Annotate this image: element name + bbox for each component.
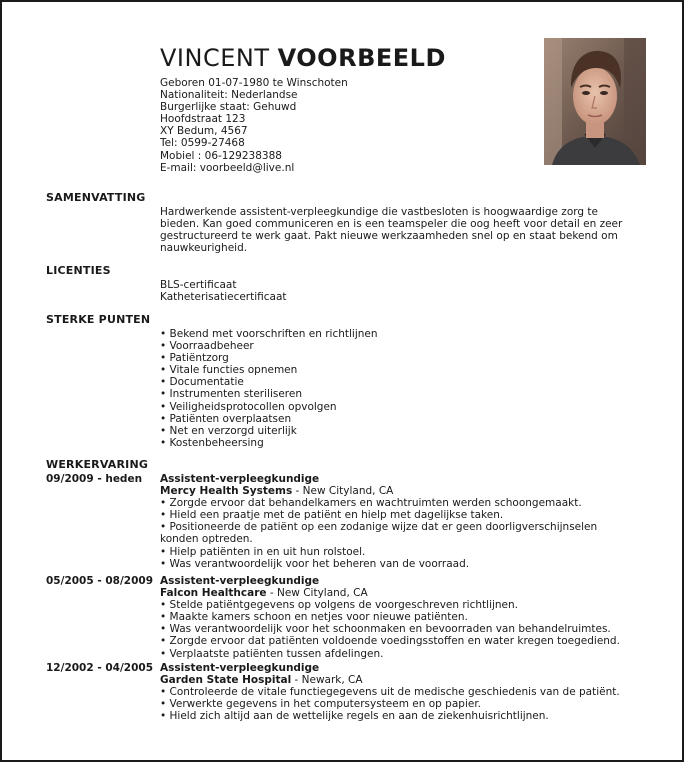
phone: Tel: 0599-27468 bbox=[160, 137, 245, 150]
job-entry bbox=[160, 575, 640, 660]
job-title: Assistent-verpleegkundige bbox=[160, 575, 320, 587]
strengths-heading: STERKE PUNTEN bbox=[46, 313, 151, 326]
strength-item: • Instrumenten steriliseren bbox=[160, 388, 640, 400]
job-duty: • Was verantwoordelijk voor het schoonmaken en bevoorraden van behandelruimtes. bbox=[160, 623, 640, 635]
employer-location: - New Cityland, CA bbox=[266, 587, 368, 600]
last-name: VOORBEELD bbox=[277, 44, 446, 72]
job-duty: • Zorgde ervoor dat patiënten voldoende voedingsstoffen en water kregen toegediend. bbox=[160, 635, 640, 647]
license-item: Katheterisatiecertificaat bbox=[160, 291, 287, 304]
job-duty: • Hield zich altijd aan de wettelijke regels en aan de ziekenhuisrichtlijnen. bbox=[160, 710, 640, 722]
strength-item: • Patiënten overplaatsen bbox=[160, 413, 640, 425]
job-period: 09/2009 - heden bbox=[46, 473, 143, 485]
strength-item: • Bekend met voorschriften en richtlijnen bbox=[160, 328, 640, 340]
employer-location: - Newark, CA bbox=[291, 674, 363, 687]
summary-line: bieden. Kan goed communiceren en is een teamspeler die oog heeft voor detail en zeer bbox=[160, 218, 623, 231]
job-employer-line bbox=[160, 485, 640, 497]
job-duty: • Hielp patiënten in en uit hun rolstoel. bbox=[160, 546, 640, 558]
strength-item: • Documentatie bbox=[160, 376, 640, 388]
employer-name: Garden State Hospital bbox=[160, 674, 292, 687]
job-duty-continued: konden optreden. bbox=[160, 533, 253, 546]
job-duty: • Zorgde ervoor dat behandelkamers en wachtruimten werden schoongemaakt. bbox=[160, 497, 640, 509]
summary-line: Hardwerkende assistent-verpleegkundige die vastbesloten is hoogwaardige zorg te bbox=[160, 206, 598, 218]
strengths-list bbox=[160, 328, 640, 449]
job-duty: • Stelde patiëntgegevens op volgens de voorgeschreven richtlijnen. bbox=[160, 599, 640, 611]
job-duty: • Verplaatste patiënten tussen afdelingen. bbox=[160, 648, 640, 660]
marital-status: Burgerlijke staat: Gehuwd bbox=[160, 101, 297, 114]
licenses-list bbox=[160, 279, 640, 303]
portrait-image bbox=[544, 38, 646, 165]
postal-city: XY Bedum, 4567 bbox=[160, 125, 248, 138]
licenses-heading: LICENTIES bbox=[46, 264, 111, 277]
job-duty: • Verwerkte gegevens in het computersysteem en op papier. bbox=[160, 698, 640, 710]
license-item: BLS-certificaat bbox=[160, 279, 237, 291]
strength-item: • Vitale functies opnemen bbox=[160, 364, 640, 376]
job-duty: • Hield een praatje met de patiënt en hielp met dagelijkse taken. bbox=[160, 509, 640, 521]
summary-line: gestructureerd te werk gaat. Pakt nieuwe werkzaamheden snel op en staat bekend om bbox=[160, 230, 618, 243]
summary-line: nauwkeurigheid. bbox=[160, 242, 248, 255]
candidate-name bbox=[160, 44, 446, 72]
profile-photo bbox=[544, 38, 646, 165]
strength-item: • Veiligheidsprotocollen opvolgen bbox=[160, 401, 640, 413]
job-title: Assistent-verpleegkundige bbox=[160, 662, 320, 674]
experience-heading: WERKERVARING bbox=[46, 458, 149, 471]
job-period: 12/2002 - 04/2005 bbox=[46, 662, 154, 674]
job-duty: • Positioneerde de patiënt op een zodanige wijze dat er geen doorligverschijnselen bbox=[160, 521, 640, 533]
strength-item: • Patiëntzorg bbox=[160, 352, 640, 364]
mobile: Mobiel : 06-129238388 bbox=[160, 149, 282, 162]
street-address: Hoofdstraat 123 bbox=[160, 113, 246, 126]
strength-item: • Kostenbeheersing bbox=[160, 437, 640, 449]
job-duty: • Was verantwoordelijk voor het beheren van de voorraad. bbox=[160, 558, 640, 570]
contact-details bbox=[160, 77, 348, 174]
nationality: Nationaliteit: Nederlandse bbox=[160, 89, 298, 102]
job-employer-line bbox=[160, 587, 640, 599]
job-employer-line bbox=[160, 674, 640, 686]
job-period: 05/2005 - 08/2009 bbox=[46, 575, 154, 587]
employer-name: Mercy Health Systems bbox=[160, 485, 293, 498]
first-name: VINCENT bbox=[160, 44, 270, 72]
job-duty: • Maakte kamers schoon en netjes voor nieuwe patiënten. bbox=[160, 611, 640, 623]
job-duty: • Controleerde de vitale functiegegevens uit de medische geschiedenis van de patiënt. bbox=[160, 686, 640, 698]
employer-name: Falcon Healthcare bbox=[160, 587, 267, 600]
strength-item: • Net en verzorgd uiterlijk bbox=[160, 425, 640, 437]
employer-location: - New Cityland, CA bbox=[292, 485, 394, 498]
job-entry bbox=[160, 662, 640, 722]
email: E-mail: voorbeeld@live.nl bbox=[160, 161, 295, 174]
birth-info: Geboren 01-07-1980 te Winschoten bbox=[160, 77, 348, 89]
summary-heading: SAMENVATTING bbox=[46, 191, 146, 204]
strength-item: • Voorraadbeheer bbox=[160, 340, 640, 352]
summary-text bbox=[160, 206, 640, 254]
job-title: Assistent-verpleegkundige bbox=[160, 473, 320, 485]
job-entry bbox=[160, 473, 640, 570]
